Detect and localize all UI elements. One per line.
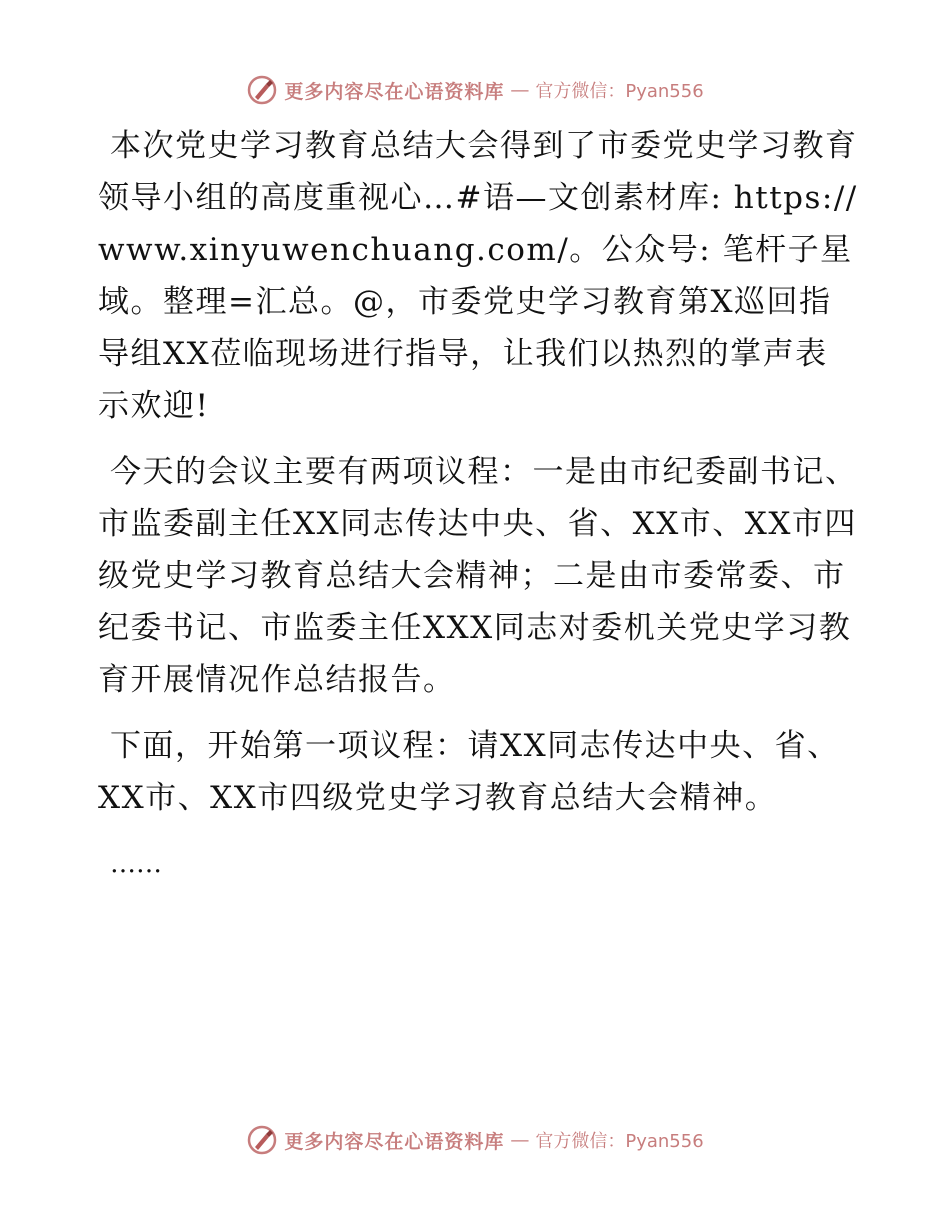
- document-body: [98, 120, 858, 890]
- paragraph-ellipsis: ……: [110, 849, 162, 879]
- paragraph-intro: 本次党史学习教育总结大会得到了市委党史学习教育领导小组的高度重视心…#语—文创素材库: https://www.xinyuwenchuang.com/。公众号: 笔杆子星域。整理=汇总。@，市委党史学习教育第X巡回指导组XX莅临现场进行指导，让我们以热烈的掌声表示欢迎!: [98, 128, 858, 424]
- pen-logo-icon: [246, 74, 278, 106]
- watermark-site-text: 更多内容尽在心语资料库: [284, 80, 505, 103]
- watermark-dash: —: [510, 1129, 530, 1151]
- footer-watermark: [0, 1120, 950, 1160]
- watermark-dash: —: [510, 79, 530, 101]
- pen-logo-icon: [246, 1124, 278, 1156]
- paragraph-agenda: 今天的会议主要有两项议程：一是由市纪委副书记、市监委副主任XX同志传达中央、省、XX市、XX市四级党史学习教育总结大会精神；二是由市委常委、市纪委书记、市监委主任XXX同志对委机关党史学习教育开展情况作总结报告。: [98, 454, 858, 698]
- paragraph-first-item: 下面，开始第一项议程：请XX同志传达中央、省、XX市、XX市四级党史学习教育总结大会精神。: [98, 728, 840, 816]
- watermark-wechat-text: 官方微信：Pyan556: [535, 1131, 704, 1152]
- watermark-site-text: 更多内容尽在心语资料库: [284, 1130, 505, 1153]
- watermark-wechat-text: 官方微信：Pyan556: [535, 81, 704, 102]
- header-watermark: [0, 70, 950, 110]
